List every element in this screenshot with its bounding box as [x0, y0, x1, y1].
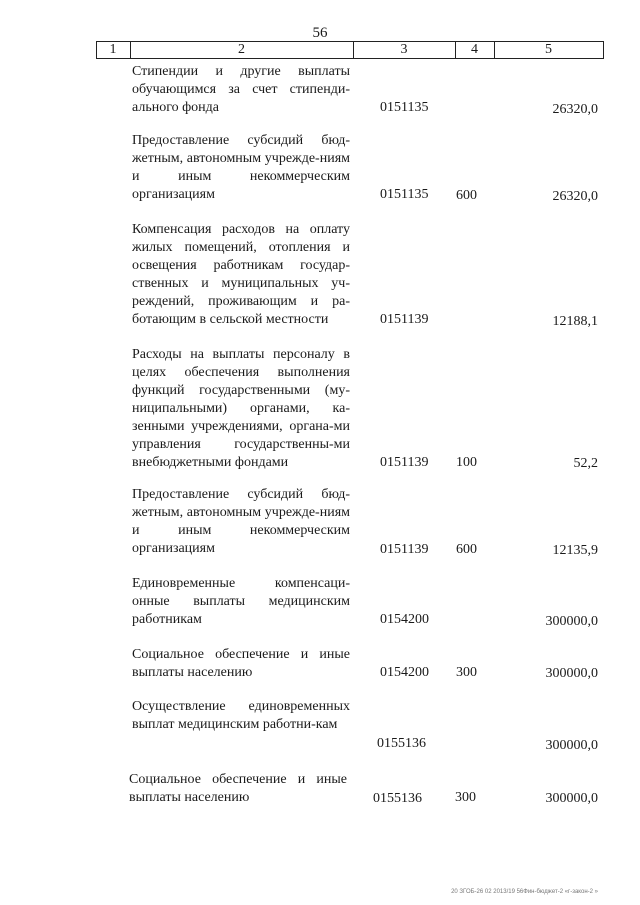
row-amount: 12188,1: [552, 314, 598, 329]
row-description: Социальное обеспечение и иные выплаты населению: [129, 772, 347, 805]
row-code: 0151139: [380, 312, 429, 327]
row-code: 0155136: [373, 791, 422, 806]
row-code: 0154200: [380, 665, 429, 680]
row-code: 0155136: [377, 736, 426, 751]
row-code: 0154200: [380, 612, 429, 627]
row-description: Стипендии и другие выплаты обучающимся за счет стипенди-ального фонда: [132, 64, 350, 115]
row-description: Расходы на выплаты персоналу в целях обеспечения выполнения функций государственными (му-ниципальными) органами, ка-зенными учреждениями, органа-ми управления государственны-ми внебюджетными фондами: [132, 347, 350, 470]
row-description: Социальное обеспечение и иные выплаты населению: [132, 647, 350, 680]
header-col-1: 1: [109, 42, 117, 57]
header-col-3: 3: [400, 42, 408, 57]
row-description: Предоставление субсидий бюд-жетным, автономным учрежде-ниям и иным некоммерческим организациям: [132, 487, 350, 556]
row-code: 0151135: [380, 100, 429, 115]
row-expense-type: 300: [455, 790, 476, 805]
header-bottom-rule: [96, 58, 603, 59]
row-amount: 26320,0: [552, 102, 598, 117]
header-col-4: 4: [471, 42, 478, 57]
row-expense-type: 600: [456, 188, 477, 203]
row-amount: 300000,0: [545, 738, 598, 753]
row-code: 0151135: [380, 187, 429, 202]
row-amount: 300000,0: [545, 791, 598, 806]
row-expense-type: 100: [456, 455, 477, 470]
row-description: Единовременные компенсаци-онные выплаты медицинским работникам: [132, 576, 350, 627]
row-amount: 300000,0: [545, 666, 598, 681]
page-number: 56: [312, 25, 328, 41]
row-code: 0151139: [380, 542, 429, 557]
row-amount: 52,2: [573, 456, 598, 471]
footer-document-code: 20 ЗГОБ-26 02 2013/19 56Фин-бюджет-2 «г-закон-2 »: [451, 889, 598, 895]
row-expense-type: 300: [456, 665, 477, 680]
row-description: Предоставление субсидий бюд-жетным, автономным учрежде-ниям и иным некоммерческим организациям: [132, 133, 350, 202]
row-amount: 300000,0: [545, 614, 598, 629]
header-col-2: 2: [238, 42, 245, 57]
row-amount: 26320,0: [552, 189, 598, 204]
row-expense-type: 600: [456, 542, 477, 557]
header-col-5: 5: [545, 42, 552, 57]
row-code: 0151139: [380, 455, 429, 470]
row-description: Осуществление единовременных выплат медицинским работни-кам: [132, 699, 350, 732]
row-amount: 12135,9: [552, 543, 598, 558]
row-description: Компенсация расходов на оплату жилых помещений, отопления и освещения работникам государ-ственных и муниципальных уч-реждений, проживающим и ра-ботающим в сельской местности: [132, 222, 350, 327]
header-divider: [603, 41, 604, 59]
